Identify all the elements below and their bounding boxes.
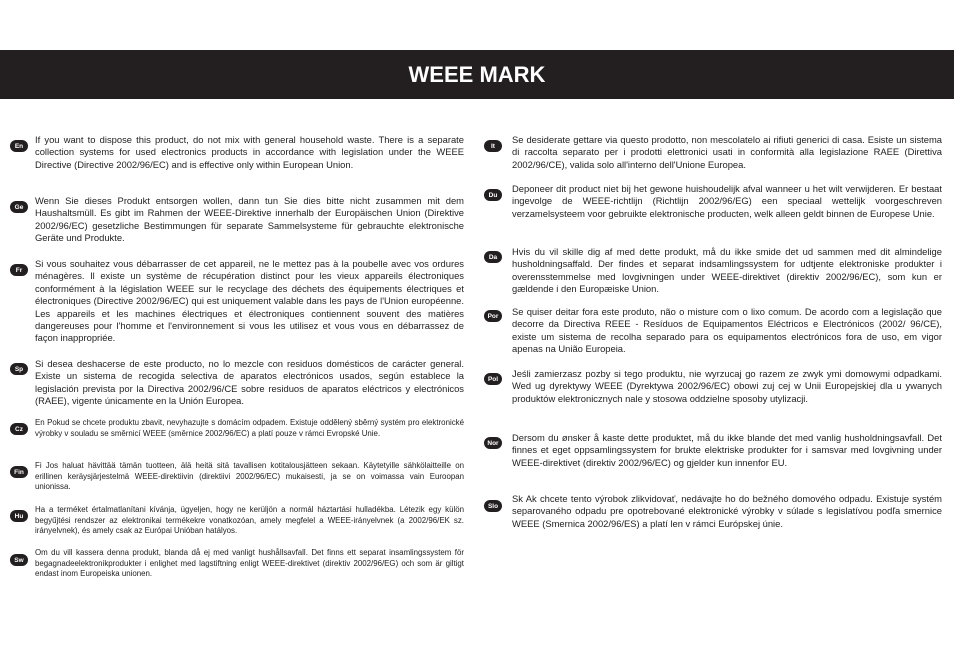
entry-text-fr: Si vous souhaitez vous débarrasser de cet appareil, ne le mettez pas à la poubelle avec vos ordures ménagères. Il existe un système de récupération distinct pour les vieux appareils électroniques conformément à la législation WEEE sur le recyclage des déchets des équipements électriques et électroniques (Directive 2002/96/EC) qui est uniquement valable dans les pays de l'Union européenne. Les appareils et les machines électriques et électroniques contiennent souvent des matières dangereuses pour l'homme et l'environnement si vous les utilisez et vous vous en débarrassez de façon inappropriée. [35, 258, 464, 344]
entry-text-sp: Si desea deshacerse de este producto, no lo mezcle con residuos domésticos de carácter general. Existe un sistema de recogida selectiva de aparatos electrónicos usados, según establece la legislación prevista por la Directiva 2002/96/CE sobre residuos de aparatos eléctricos y electrónicos (RAEE), vigente únicamente en la Unión Europea. [35, 358, 464, 407]
lang-badge-it: It [484, 140, 502, 152]
lang-badge-nor: Nor [484, 437, 502, 449]
entry-text-cz: En Pokud se chcete produktu zbavit, nevyhazujte s domácím odpadem. Existuje oddělený sběrný systém pro elektronické výrobky v souladu se směrnicí WEEE (směrnice 2002/96/EC) a platí pouze v rámci Evropské Unie. [35, 418, 464, 438]
entry-text-por: Se quiser deitar fora este produto, não o misture com o lixo comum. De acordo com a legislação que decorre da Directiva REEE - Resíduos de Equipamentos Eléctricos e Electrónicos (2002/ 96/CE), existe um sistema de recolha separado para os equipamentos electrónicos fora de uso, em vigor apenas na União Europeia. [512, 306, 942, 355]
lang-badge-fin: Fin [10, 466, 28, 478]
entry-text-hu: Ha a terméket értalmatlanítani kívánja, ügyeljen, hogy ne kerüljön a normál háztartási hulladékba. Létezik egy külön begyűjtési rendszer az elektronikai termékekre vonatkozóan, amely megfelel a WEEE-irányelvnek (a 2002/96/EK sz. irányelvnek), és amely csak az Európai Unióban hatályos. [35, 505, 464, 536]
lang-badge-ge: Ge [10, 201, 28, 213]
lang-badge-slo: Slo [484, 500, 502, 512]
title-banner [0, 50, 954, 99]
lang-badge-cz: Cz [10, 423, 28, 435]
lang-badge-sw: Sw [10, 554, 28, 566]
entry-text-pol: Jeśli zamierzasz pozby si tego produktu, nie wyrzucaj go razem ze zwyk ymi domowymi odpadkami. Wed ug dyrektywy WEEE (Dyrektywa 2002/96/EC) obowi zuj cej w Unii Europejskiej dla u ywanych produktów elektronicznych nale y stosowa oddzielne sposoby utylizacji. [512, 368, 942, 404]
lang-badge-fr: Fr [10, 264, 28, 276]
lang-badge-sp: Sp [10, 363, 28, 375]
entry-text-fin: Fi Jos haluat hävittää tämän tuotteen, älä heitä sitä tavallisen kotitalousjätteen sekaan. Käytetyille sähkölaitteille on erillinen keräysjärjestelmä WEEE-direktiivin (direktiivi 2002/96/EC) mukaisesti, ja se on voimassa vain Euroopan unionissa. [35, 461, 464, 492]
lang-badge-por: Por [484, 310, 502, 322]
entry-text-slo: Sk Ak chcete tento výrobok zlikvidovať, nedávajte ho do bežného domového odpadu. Existuje systém separovaného odpadu pre opotrebované elektronické výrobky v súlade s legislatívou podľa smernice WEEE (Smernica 2002/96/ES) a platí len v rámci Európskej únie. [512, 493, 942, 529]
lang-badge-en: En [10, 140, 28, 152]
entry-text-it: Se desiderate gettare via questo prodotto, non mescolatelo ai rifiuti generici di casa. Esiste un sistema di raccolta separato per i prodotti elettronici usati in conformità alla legislazione RAEE (Direttiva 2002/96/CE), valida solo all'interno dell'Unione Europea. [512, 134, 942, 170]
lang-badge-da: Da [484, 251, 502, 263]
lang-badge-pol: Pol [484, 373, 502, 385]
entry-text-nor: Dersom du ønsker å kaste dette produktet, må du ikke blande det med vanlig husholdningsavfall. Det finnes et eget oppsamlingssystem for brukte elektriske produkter for i samsvar med lovgivning under WEEE-direktivet (direktiv 2002/96/EC) og gjelder kun innenfor EU. [512, 432, 942, 468]
entry-text-ge: Wenn Sie dieses Produkt entsorgen wollen, dann tun Sie dies bitte nicht zusammen mit dem Haushaltsmüll. Es gibt im Rahmen der WEEE-Direktive innerhalb der Europäischen Union (Direktive 2002/96/EC) gesetzliche Bestimmungen für separate Sammelsysteme für gebrauchte elektronische Geräte und Produkte. [35, 195, 464, 244]
entry-text-sw: Om du vill kassera denna produkt, blanda då ej med vanligt hushållsavfall. Det finns ett separat insamlingssystem för begagnadeelektronikprodukter i enlighet med lagstiftning enligt WEEE-direktivet (direktiv 2002/96/EG) och som är giltigt endast inom Europeiska unionen. [35, 548, 464, 579]
page-title: WEEE MARK [408, 61, 546, 87]
entry-text-da: Hvis du vil skille dig af med dette produkt, må du ikke smide det ud sammen med dit almindelige husholdningsaffald. Der findes et separat indsamlingssystem for udtjente elektroniske produkter i overensstemmelse med lovgivningen under WEEE-direktivet (direktiv 2002/96/EC), som kun er gældende i den Europæiske Union. [512, 246, 942, 295]
entry-text-en: If you want to dispose this product, do not mix with general household waste. There is a separate collection systems for used electronics products in accordance with legislation under the WEEE Directive (Directive 2002/96/EC) and is effective only within European Union. [35, 134, 464, 170]
lang-badge-hu: Hu [10, 510, 28, 522]
entry-text-du: Deponeer dit product niet bij het gewone huishoudelijk afval wanneer u het wilt verwijderen. Er bestaat ingevolge de WEEE-richtlijn (Richtlijn 2002/96/EG) een speciaal wettelijk voorgeschreven verzamelsysteem voor gebruikte elektronische producten, welk alleen geldt binnen de Europese Unie. [512, 183, 942, 219]
lang-badge-du: Du [484, 189, 502, 201]
